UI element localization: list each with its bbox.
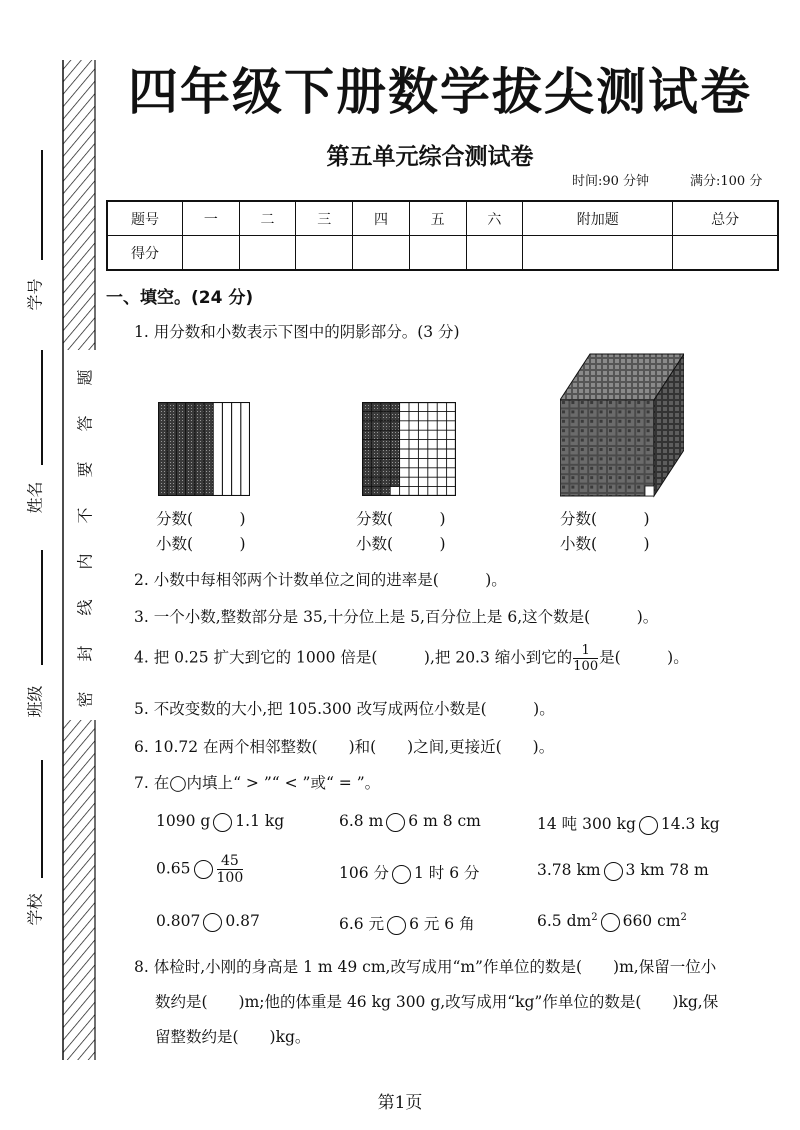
score-input[interactable] (409, 236, 466, 271)
school-line (41, 760, 43, 878)
fig2-decimal-blank[interactable]: 小数( ) (356, 535, 446, 553)
fig1-decimal-blank[interactable]: 小数( ) (156, 535, 246, 553)
full-score: 满分:100 分 (690, 174, 763, 189)
score-table-score-row (107, 236, 778, 271)
score-input[interactable] (353, 236, 410, 271)
compare-item-3 (537, 812, 720, 835)
score-table (106, 200, 779, 271)
class-line (41, 550, 43, 665)
score-cell-4: 四 (353, 201, 410, 236)
margin-char-2: 答 (75, 415, 95, 432)
question-7: 7. 在◯内填上“ > ”“ < ”或“ = ”。 (134, 774, 381, 792)
fraction-45-100 (217, 854, 244, 885)
answer-circle[interactable] (392, 865, 411, 884)
compare-right: 1 时 6 分 (414, 864, 480, 882)
score-cell-bonus: 附加题 (523, 201, 673, 236)
answer-circle[interactable] (213, 813, 232, 832)
score-cell-3: 三 (296, 201, 353, 236)
answer-circle[interactable] (639, 816, 658, 835)
score-row-label: 得分 (107, 236, 183, 271)
answer-circle[interactable] (386, 813, 405, 832)
fig1-fraction-blank[interactable]: 分数( ) (156, 510, 246, 528)
question-4-part-b: 是( )。 (599, 648, 689, 667)
compare-left: 106 分 (339, 864, 390, 882)
page-subtitle: 第五单元综合测试卷 (326, 144, 534, 170)
compare-item-1 (156, 812, 284, 832)
score-input[interactable] (183, 236, 240, 271)
score-input[interactable] (239, 236, 296, 271)
score-cell-5: 五 (409, 201, 466, 236)
name-label: 姓名 (25, 481, 45, 514)
compare-left: 14 吨 300 kg (537, 815, 636, 833)
question-4-part-a: 4. 把 0.25 扩大到它的 1000 倍是( ),把 20.3 缩小到它的 (134, 648, 573, 667)
compare-left: 0.807 (156, 912, 201, 930)
fig3-decimal-blank[interactable]: 小数( ) (560, 535, 650, 553)
score-cell-label: 题号 (107, 201, 183, 236)
fig3-fraction-blank[interactable]: 分数( ) (560, 510, 650, 528)
question-3: 3. 一个小数,整数部分是 35,十分位上是 5,百分位上是 6,这个数是( )。 (134, 608, 659, 626)
score-input[interactable] (523, 236, 673, 271)
page-title: 四年级下册数学拔尖测试卷 (128, 63, 752, 121)
answer-circle[interactable] (387, 916, 406, 935)
compare-left: 6.8 m (339, 812, 384, 830)
answer-circle[interactable] (604, 862, 623, 881)
compare-right: 3 km 78 m (625, 861, 709, 879)
page-number: 第1页 (377, 1093, 423, 1113)
compare-item-6 (537, 861, 709, 881)
question-6: 6. 10.72 在两个相邻整数( )和( )之间,更接近( )。 (134, 738, 555, 756)
question-8-line-2: 数约是( )m;他的体重是 46 kg 300 g,改写成用“kg”作单位的数是( )kg,保 (155, 993, 719, 1011)
score-cell-1: 一 (183, 201, 240, 236)
hundredths-grid-figure (362, 402, 456, 496)
seal-line-strip (60, 60, 100, 1060)
question-1: 1. 用分数和小数表示下图中的阴影部分。(3 分) (134, 323, 460, 341)
margin-char-6: 线 (75, 599, 95, 616)
compare-right: 14.3 kg (660, 815, 720, 833)
compare-right: 6 m 8 cm (408, 812, 481, 830)
compare-item-8 (339, 912, 475, 935)
fraction-denominator: 100 (216, 870, 244, 886)
question-4 (134, 644, 689, 673)
compare-right: 0.87 (225, 912, 260, 930)
margin-char-7: 封 (75, 645, 95, 662)
compare-left: 6.5 dm (537, 912, 592, 931)
score-input[interactable] (673, 236, 778, 271)
compare-left: 6.6 元 (339, 915, 385, 933)
compare-right: 660 cm (622, 912, 681, 931)
margin-char-4: 不 (75, 507, 95, 524)
score-cell-total: 总分 (673, 201, 778, 236)
answer-circle[interactable] (203, 913, 222, 932)
compare-item-9 (537, 912, 687, 932)
class-label: 班级 (25, 685, 45, 718)
question-8-line-1: 8. 体检时,小刚的身高是 1 m 49 cm,改写成用“m”作单位的数是( )m,保留一位小 (134, 958, 717, 976)
compare-right: 6 元 6 角 (409, 915, 475, 933)
compare-right: 1.1 kg (235, 812, 285, 830)
fraction-one-hundredth (573, 644, 598, 673)
thousand-cube-figure (560, 352, 684, 498)
compare-item-5 (339, 861, 480, 884)
margin-char-1: 题 (75, 369, 95, 386)
name-line (41, 350, 43, 465)
score-table-header-row (107, 201, 778, 236)
margin-char-3: 要 (75, 461, 95, 478)
question-2: 2. 小数中每相邻两个计数单位之间的进率是( )。 (134, 571, 507, 589)
student-id-label: 学号 (25, 278, 45, 311)
binding-margin (0, 0, 105, 1060)
school-label: 学校 (25, 893, 45, 926)
exponent: 2 (591, 912, 598, 923)
student-id-line (41, 150, 43, 260)
fig2-fraction-blank[interactable]: 分数( ) (356, 510, 446, 528)
fraction-numerator: 1 (573, 644, 598, 659)
score-input[interactable] (296, 236, 353, 271)
compare-item-2 (339, 812, 481, 832)
question-5: 5. 不改变数的大小,把 105.300 改写成两位小数是( )。 (134, 700, 555, 718)
answer-circle[interactable] (601, 913, 620, 932)
compare-left: 3.78 km (537, 861, 601, 879)
fraction-numerator: 45 (217, 854, 244, 870)
margin-char-8: 密 (75, 691, 95, 708)
tenths-strip-figure (158, 402, 250, 496)
fraction-denominator: 100 (573, 659, 599, 674)
answer-circle[interactable] (194, 860, 213, 879)
compare-left: 1090 g (156, 812, 211, 830)
margin-char-5: 内 (75, 553, 95, 570)
compare-item-4 (156, 854, 244, 885)
compare-item-7 (156, 912, 260, 932)
score-input[interactable] (466, 236, 523, 271)
question-8-line-3: 留整数约是( )kg。 (155, 1028, 311, 1046)
exponent: 2 (680, 912, 687, 923)
exam-time: 时间:90 分钟 (572, 174, 650, 189)
score-cell-6: 六 (466, 201, 523, 236)
section-heading: 一、填空。(24 分) (106, 288, 254, 308)
compare-left: 0.65 (156, 859, 191, 878)
score-cell-2: 二 (239, 201, 296, 236)
